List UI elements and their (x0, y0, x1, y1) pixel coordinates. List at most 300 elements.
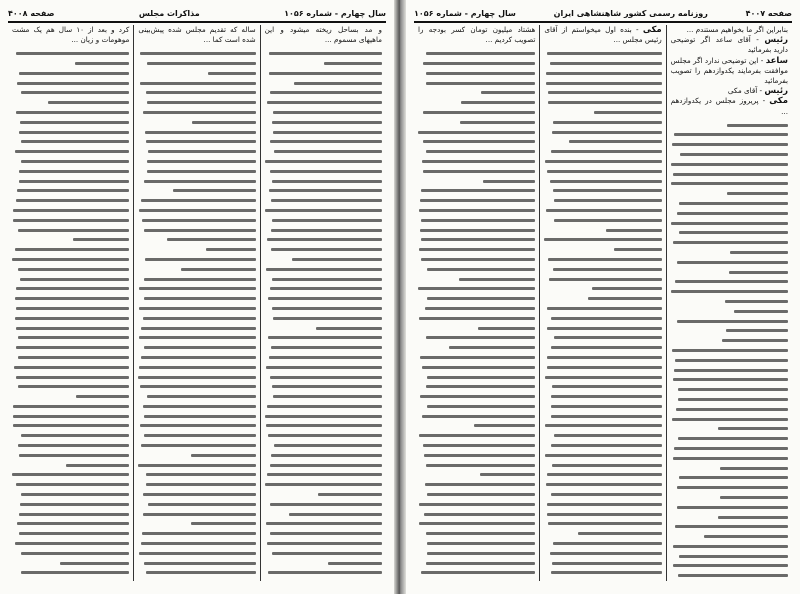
text-line (672, 418, 788, 421)
text-line (547, 366, 662, 369)
text-line (144, 297, 256, 300)
text-line (273, 395, 382, 398)
text-line (139, 307, 255, 310)
text-line (426, 72, 535, 75)
text-line (421, 258, 536, 261)
text-line (547, 513, 662, 516)
text-line (139, 336, 256, 339)
text-line (20, 121, 129, 124)
text-line (265, 415, 382, 418)
text-line (270, 91, 382, 94)
text-line (191, 454, 255, 457)
text-line (548, 91, 661, 94)
text-line (141, 356, 256, 359)
text-line (671, 163, 788, 166)
text-line (18, 385, 130, 388)
text-line (267, 473, 382, 476)
text-line (294, 82, 382, 85)
speaker-name: ساعد (765, 55, 788, 66)
text-line (551, 493, 662, 496)
text-line (271, 346, 382, 349)
speech-text: - آقای مکی (727, 86, 765, 96)
text-line (545, 160, 662, 163)
text-line (324, 62, 382, 65)
text-line (720, 496, 788, 499)
text-line (422, 366, 535, 369)
text-line (144, 346, 256, 349)
text-line (140, 52, 256, 55)
text-line (578, 532, 662, 535)
text-line (552, 385, 662, 388)
text-line (272, 278, 382, 281)
text-line (147, 395, 256, 398)
text-line (143, 493, 256, 496)
column-middle (133, 25, 259, 581)
text-line (140, 424, 255, 427)
text-line (547, 503, 662, 506)
text-line (545, 454, 662, 457)
text-line (145, 258, 256, 261)
text-line (269, 356, 382, 359)
text-line (427, 493, 535, 496)
text-line (141, 542, 256, 545)
text-line (554, 434, 662, 437)
text-line (551, 444, 662, 447)
text-line (727, 124, 788, 127)
text-line (318, 493, 382, 496)
text-line (673, 564, 788, 567)
text-line (725, 300, 788, 303)
text-line (673, 457, 788, 460)
text-line (147, 62, 255, 65)
page-binding (394, 0, 406, 594)
text-line (21, 571, 129, 574)
text-line (675, 280, 788, 283)
text-line (569, 140, 662, 143)
text-line (676, 408, 788, 411)
text-line (208, 72, 256, 75)
text-line (19, 513, 130, 516)
text-line (547, 473, 662, 476)
issue-number: سال چهارم - شماره ۱۰۵۶ (284, 8, 386, 18)
text-line (268, 336, 382, 339)
text-line (551, 317, 662, 320)
text-line (146, 571, 256, 574)
text-line (419, 503, 536, 506)
text-line (726, 329, 788, 332)
text-line (139, 366, 256, 369)
text-line (138, 376, 255, 379)
text-line (144, 434, 256, 437)
text-line (554, 199, 662, 202)
text-line (266, 424, 382, 427)
text-line (478, 327, 535, 330)
text-line (449, 346, 536, 349)
text-line (423, 140, 536, 143)
text-line (480, 473, 535, 476)
column-text: ساله که تقدیم مجلس شده پیش‌بینی شده است کما ... (138, 25, 256, 45)
text-line (16, 327, 130, 330)
page-header (8, 6, 386, 20)
text-line (419, 248, 535, 251)
text-line (145, 131, 256, 134)
text-line (146, 483, 256, 486)
text-line (141, 199, 256, 202)
text-line (418, 287, 535, 290)
text-line (16, 346, 129, 349)
text-line (17, 189, 130, 192)
text-line (423, 170, 535, 173)
text-line (270, 287, 382, 290)
text-line (673, 173, 788, 176)
text-line (272, 307, 382, 310)
text-line (292, 258, 382, 261)
text-line (483, 180, 536, 183)
text-line (421, 219, 535, 222)
text-line (553, 268, 662, 271)
text-line (206, 248, 256, 251)
text-line (420, 395, 536, 398)
text-line (191, 522, 256, 525)
text-line (140, 82, 256, 85)
text-line (419, 522, 535, 525)
text-line (21, 160, 129, 163)
text-line (679, 555, 788, 558)
text-line (673, 545, 788, 548)
text-line (272, 552, 382, 555)
text-line (16, 376, 129, 379)
speaker-name: رئیس (764, 35, 788, 46)
section-title: مذاکرات مجلس (138, 8, 200, 18)
text-line (271, 248, 382, 251)
text-line (672, 349, 788, 352)
text-line (12, 258, 129, 261)
speech-text: - پریروز مجلس در یکدوازدهم ... (670, 96, 788, 116)
text-line (267, 542, 382, 545)
text-line (272, 385, 382, 388)
text-line (554, 219, 662, 222)
page-header (414, 6, 792, 20)
text-line (547, 52, 661, 55)
text-line (426, 150, 535, 153)
text-line (146, 91, 255, 94)
text-line (66, 464, 129, 467)
text-line (425, 483, 535, 486)
text-line (270, 170, 382, 173)
text-line (15, 150, 130, 153)
text-line (75, 62, 130, 65)
text-line (419, 317, 536, 320)
text-line (16, 483, 130, 486)
text-line (144, 180, 256, 183)
text-line (13, 424, 129, 427)
text-line (549, 278, 661, 281)
text-line (274, 444, 382, 447)
text-line (459, 278, 536, 281)
text-line (546, 209, 662, 212)
text-line (147, 160, 256, 163)
column-text: بنابراین اگر ما بخواهیم مستندم ... (686, 25, 788, 34)
issue-number: سال چهارم - شماره ۱۰۵۶ (414, 8, 516, 18)
text-line (427, 268, 535, 271)
text-line (426, 532, 535, 535)
text-line (672, 143, 788, 146)
text-line (16, 287, 130, 290)
text-line (270, 140, 383, 143)
text-line (678, 437, 788, 440)
text-line (269, 189, 382, 192)
text-line (550, 180, 662, 183)
text-line (19, 180, 129, 183)
text-line (20, 503, 129, 506)
text-line (547, 356, 662, 359)
text-line (677, 486, 788, 489)
text-line (265, 483, 382, 486)
text-line (551, 405, 662, 408)
header-rule (414, 21, 792, 23)
text-line (13, 405, 130, 408)
text-line (16, 307, 129, 310)
text-line (267, 405, 382, 408)
text-line (289, 513, 382, 516)
text-line (548, 522, 662, 525)
text-line (15, 542, 129, 545)
text-line (316, 327, 382, 330)
text-line (679, 231, 788, 234)
text-line (16, 52, 129, 55)
text-line (271, 454, 382, 457)
text-line (552, 464, 662, 467)
text-line (273, 111, 382, 114)
text-line (671, 222, 788, 225)
text-line (19, 72, 129, 75)
text-line (18, 356, 130, 359)
text-line (545, 376, 661, 379)
text-line (678, 388, 788, 391)
text-line (551, 346, 662, 349)
text-line (143, 111, 256, 114)
text-line (424, 513, 536, 516)
text-line (729, 271, 788, 274)
text-line (268, 571, 382, 574)
text-line (328, 562, 382, 565)
text-line (19, 170, 130, 173)
text-line (554, 336, 662, 339)
text-line (144, 278, 255, 281)
text-line (181, 268, 256, 271)
text-line (144, 229, 255, 232)
text-line (674, 447, 788, 450)
text-line (427, 542, 536, 545)
text-line (420, 199, 535, 202)
text-line (546, 82, 661, 85)
text-line (547, 170, 662, 173)
text-line (12, 473, 129, 476)
text-line (60, 562, 130, 565)
text-line (425, 307, 536, 310)
text-line (588, 297, 661, 300)
right-page (406, 0, 800, 594)
column-left (8, 25, 133, 581)
text-line (677, 506, 788, 509)
text-line (704, 535, 788, 538)
text-line (20, 278, 129, 281)
text-line (21, 434, 130, 437)
text-line (677, 320, 788, 323)
text-line (146, 473, 255, 476)
text-line (147, 101, 255, 104)
page-number: صفحه ۴۰۰۸ (8, 8, 55, 18)
text-line (143, 405, 256, 408)
text-line (546, 72, 661, 75)
text-line (678, 574, 788, 577)
text-line (144, 562, 256, 565)
text-line (270, 532, 382, 535)
text-line (678, 398, 788, 401)
speaker-name: مکی (769, 96, 788, 107)
text-line (418, 131, 535, 134)
text-line (143, 317, 256, 320)
text-line (265, 209, 382, 212)
text-line (266, 268, 382, 271)
text-line (266, 366, 382, 369)
column-text: هشتاد میلیون تومان کسر بودجه را تصویب کردیم ... (418, 25, 536, 45)
text-line (545, 424, 662, 427)
text-line (427, 552, 536, 555)
text-line (427, 297, 535, 300)
text-line (21, 552, 130, 555)
text-line (14, 366, 129, 369)
text-line (423, 444, 536, 447)
text-line (552, 131, 662, 134)
text-line (13, 219, 130, 222)
text-line (17, 82, 130, 85)
text-line (16, 199, 130, 202)
text-line (16, 111, 129, 114)
text-line (679, 202, 788, 205)
speaker-name: مکی (642, 25, 662, 35)
text-line (272, 219, 382, 222)
text-line (722, 339, 788, 342)
text-line (548, 258, 661, 261)
text-line (192, 121, 256, 124)
text-line (147, 170, 256, 173)
text-line (547, 327, 661, 330)
text-line (474, 424, 536, 427)
text-line (268, 434, 382, 437)
text-line (139, 552, 255, 555)
text-line (553, 121, 662, 124)
text-line (677, 212, 788, 215)
column-text: کرد و بعد از ۱۰ سال هم یک مشت موهومات و زیان ... (12, 25, 130, 45)
text-line (551, 415, 661, 418)
text-line (142, 532, 256, 535)
text-line (427, 376, 536, 379)
text-line (680, 153, 788, 156)
text-line (138, 464, 255, 467)
column-middle (539, 25, 665, 581)
text-line (17, 522, 130, 525)
text-line (21, 140, 129, 143)
text-columns (414, 25, 792, 581)
text-line (146, 140, 255, 143)
text-line (426, 52, 536, 55)
speaker-name: رئیس (764, 86, 788, 97)
text-line (614, 248, 662, 251)
text-line (481, 91, 536, 94)
text-line (270, 376, 382, 379)
text-line (272, 180, 382, 183)
text-line (270, 464, 382, 467)
text-line (148, 503, 256, 506)
text-line (18, 444, 129, 447)
header-rule (8, 21, 386, 23)
text-line (141, 327, 255, 330)
section-title: روزنامه رسمی کشور شاهنشاهی ایران (553, 8, 708, 18)
text-line (19, 131, 129, 134)
text-line (679, 476, 788, 479)
column-text: و مد بساحل ریخته میشود و این ماهیهای مسموم ... (264, 25, 382, 45)
text-line (421, 238, 536, 241)
text-line (19, 454, 129, 457)
text-line (718, 516, 788, 519)
text-line (551, 150, 661, 153)
text-line (21, 91, 129, 94)
text-line (426, 464, 535, 467)
text-line (141, 444, 256, 447)
text-line (546, 483, 662, 486)
text-line (271, 199, 382, 202)
text-line (273, 131, 382, 134)
text-line (139, 209, 256, 212)
text-line (419, 434, 535, 437)
text-line (167, 238, 255, 241)
speech-text: - بنده اول میخواستم از آقای رئیس مجلس ... (544, 25, 662, 45)
text-line (144, 415, 256, 418)
text-line (421, 189, 535, 192)
text-line (551, 395, 662, 398)
text-line (720, 467, 788, 470)
text-line (73, 238, 130, 241)
text-line (13, 209, 130, 212)
column-left (414, 25, 539, 581)
text-line (674, 369, 788, 372)
text-line (671, 182, 788, 185)
text-line (424, 454, 535, 457)
text-line (423, 62, 536, 65)
text-line (553, 542, 662, 545)
text-line (266, 522, 382, 525)
text-line (426, 562, 535, 565)
text-line (272, 121, 382, 124)
text-line (273, 317, 382, 320)
text-line (552, 562, 661, 565)
text-line (142, 219, 256, 222)
text-line (423, 111, 536, 114)
text-line (48, 101, 130, 104)
text-line (422, 160, 535, 163)
text-line (15, 317, 130, 320)
text-line (674, 133, 788, 136)
text-line (13, 415, 130, 418)
text-line (269, 72, 382, 75)
text-line (19, 532, 129, 535)
text-line (675, 525, 788, 528)
text-line (734, 310, 788, 313)
text-line (550, 62, 662, 65)
text-line (730, 251, 788, 254)
text-line (427, 405, 535, 408)
